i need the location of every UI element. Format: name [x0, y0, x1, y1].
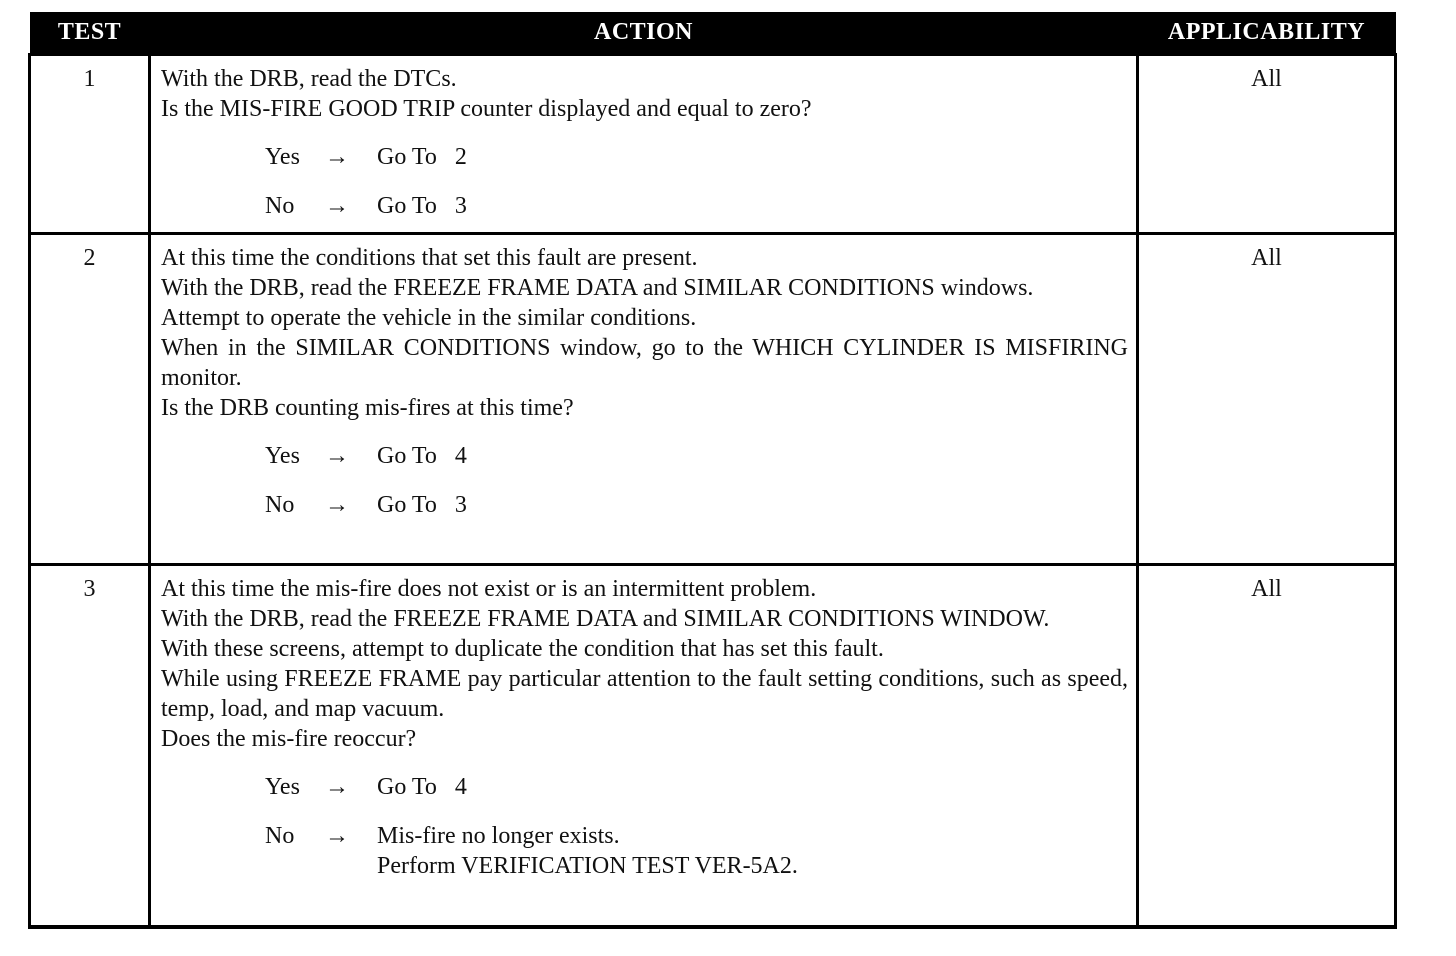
choice-result-line: Go To 3: [377, 193, 467, 219]
choice-answer: Yes: [265, 774, 300, 800]
choice-list: [161, 441, 1128, 520]
diagnostic-test-table: [28, 12, 1394, 929]
header-test: TEST: [30, 12, 150, 55]
action-line: When in the SIMILAR CONDITIONS window, go to the WHICH CYLINDER IS MISFIRING monitor.: [161, 335, 1128, 391]
action-cell: [150, 234, 1138, 565]
choice-result: [377, 490, 1128, 520]
action-line: With the DRB, read the DTCs.: [161, 66, 457, 92]
choice-result-line: Go To 2: [377, 144, 467, 170]
action-line: With these screens, attempt to duplicate the condition that has set this fault.: [161, 636, 884, 662]
right-arrow-icon: →: [325, 492, 349, 518]
right-arrow-icon: →: [325, 823, 349, 849]
right-arrow-icon: →: [325, 144, 349, 170]
action-line: Attempt to operate the vehicle in the similar conditions.: [161, 305, 697, 331]
choice-result: [377, 191, 1128, 221]
test-number: 3: [30, 565, 150, 927]
choice-result-line: Go To 4: [377, 443, 467, 469]
choice-result-line: Go To 4: [377, 774, 467, 800]
action-cell: [150, 55, 1138, 234]
choice-result: [377, 772, 1128, 802]
action-line: At this time the mis-fire does not exist or is an intermittent problem.: [161, 576, 817, 602]
choice-answer: No: [265, 492, 295, 518]
choice-result: [377, 142, 1128, 172]
right-arrow-icon: →: [325, 443, 349, 469]
table-row: [30, 55, 1396, 234]
choice-answer: Yes: [265, 144, 300, 170]
test-table: [28, 12, 1397, 929]
choice-result: [377, 821, 1128, 881]
right-arrow-icon: →: [325, 193, 349, 219]
choice-result: [377, 441, 1128, 471]
choice-result-line: Go To 3: [377, 492, 467, 518]
choice-list: [161, 772, 1128, 881]
choice-answer: No: [265, 193, 295, 219]
header-applicability: APPLICABILITY: [1138, 12, 1396, 55]
action-cell: [150, 565, 1138, 927]
applicability-cell: All: [1138, 234, 1396, 565]
applicability-cell: All: [1138, 55, 1396, 234]
table-body: [30, 55, 1396, 927]
choice-list: [161, 142, 1128, 221]
table-row: [30, 234, 1396, 565]
choice-result-line: Mis-fire no longer exists.: [377, 823, 620, 849]
action-line: At this time the conditions that set this fault are present.: [161, 245, 698, 271]
right-arrow-icon: →: [325, 774, 349, 800]
choice-yes: [161, 142, 1128, 172]
choice-no: [161, 821, 1128, 881]
header-action: ACTION: [150, 12, 1138, 55]
action-line: With the DRB, read the FREEZE FRAME DATA and SIMILAR CONDITIONS WINDOW.: [161, 606, 1050, 632]
applicability-cell: All: [1138, 565, 1396, 927]
test-number: 1: [30, 55, 150, 234]
choice-no: [161, 490, 1128, 520]
choice-answer: Yes: [265, 443, 300, 469]
choice-no: [161, 191, 1128, 221]
action-line: Is the MIS-FIRE GOOD TRIP counter displayed and equal to zero?: [161, 96, 812, 122]
action-line: While using FREEZE FRAME pay particular attention to the fault setting conditions, such as speed, temp, load, and map vacuum.: [161, 666, 1128, 722]
choice-result-line: Perform VERIFICATION TEST VER-5A2.: [377, 853, 798, 879]
action-line: Does the mis-fire reoccur?: [161, 726, 417, 752]
header-row: [30, 12, 1396, 55]
action-line: Is the DRB counting mis-fires at this time?: [161, 395, 574, 421]
action-line: With the DRB, read the FREEZE FRAME DATA and SIMILAR CONDITIONS windows.: [161, 275, 1034, 301]
test-number: 2: [30, 234, 150, 565]
table-row: [30, 565, 1396, 927]
choice-yes: [161, 772, 1128, 802]
choice-yes: [161, 441, 1128, 471]
choice-answer: No: [265, 823, 295, 849]
